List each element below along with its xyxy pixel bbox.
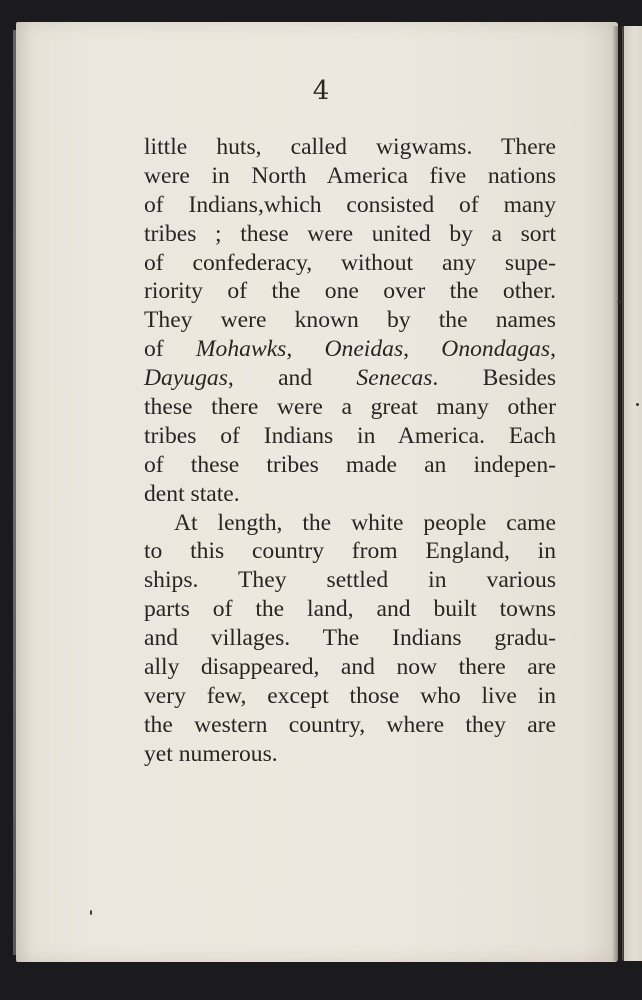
text-run: dent state.	[144, 480, 240, 507]
italic-name: Oneidas	[324, 336, 404, 363]
text-run: of these tribes made an indepen-	[144, 451, 556, 478]
body-text	[144, 133, 556, 769]
text-line	[144, 364, 556, 393]
text-run: riority of the one over the other.	[144, 278, 556, 305]
italic-name: Onondagas	[441, 336, 551, 363]
italic-name: Dayugas	[144, 365, 228, 392]
text-run: ,	[403, 336, 442, 363]
text-line	[144, 422, 556, 451]
text-line	[144, 393, 556, 422]
text-run: of	[144, 336, 196, 363]
text-line	[144, 480, 556, 509]
text-run: were in North America five nations	[144, 162, 556, 189]
text-line	[144, 537, 556, 566]
text-line	[144, 566, 556, 595]
italic-name: Mohawks	[195, 336, 287, 363]
text-line	[144, 306, 556, 335]
text-line	[144, 711, 556, 740]
text-run: ,	[286, 336, 325, 363]
text-run: . Besides	[432, 365, 556, 392]
text-line	[144, 162, 556, 191]
text-line	[144, 740, 556, 769]
text-run: ,	[550, 336, 557, 363]
text-line	[144, 451, 556, 480]
text-run: of Indians,which consisted of many	[144, 191, 556, 218]
text-line	[144, 191, 556, 220]
text-run: tribes of Indians in America. Each	[144, 422, 556, 449]
facing-page-edge	[622, 26, 642, 961]
paper-speck	[617, 300, 622, 304]
text-run: At length, the white people came	[174, 509, 556, 536]
text-run: little huts, called wigwams. There	[144, 134, 556, 160]
text-run: very few, except those who live in	[144, 682, 556, 709]
text-run: ally disappeared, and now there are	[144, 654, 556, 681]
text-run: to this country from England, in	[144, 538, 556, 565]
text-run: tribes ; these were united by a sort	[144, 220, 556, 247]
text-line	[144, 595, 556, 624]
text-line	[144, 509, 556, 538]
text-run: the western country, where they are	[144, 711, 556, 738]
text-run: these there were a great many other	[144, 394, 556, 421]
text-line	[144, 277, 556, 306]
text-run: They were known by the names	[144, 307, 556, 334]
italic-name: Senecas	[356, 365, 433, 392]
text-run: yet numerous.	[144, 740, 278, 767]
text-run: , and	[227, 365, 357, 392]
paper-speck	[636, 403, 639, 406]
text-line	[144, 335, 556, 364]
paper-speck	[90, 910, 92, 915]
text-line	[144, 220, 556, 249]
text-line	[144, 624, 556, 653]
text-line	[144, 682, 556, 711]
page-number: 4	[312, 76, 330, 106]
text-run: ships. They settled in various	[144, 567, 556, 594]
text-line	[144, 133, 556, 162]
text-line	[144, 653, 556, 682]
text-line	[144, 249, 556, 278]
gutter-shadow	[612, 26, 624, 961]
text-run: of confederacy, without any supe-	[144, 249, 556, 276]
text-run: parts of the land, and built towns	[144, 596, 556, 623]
text-run: and villages. The Indians gradu-	[144, 625, 556, 652]
